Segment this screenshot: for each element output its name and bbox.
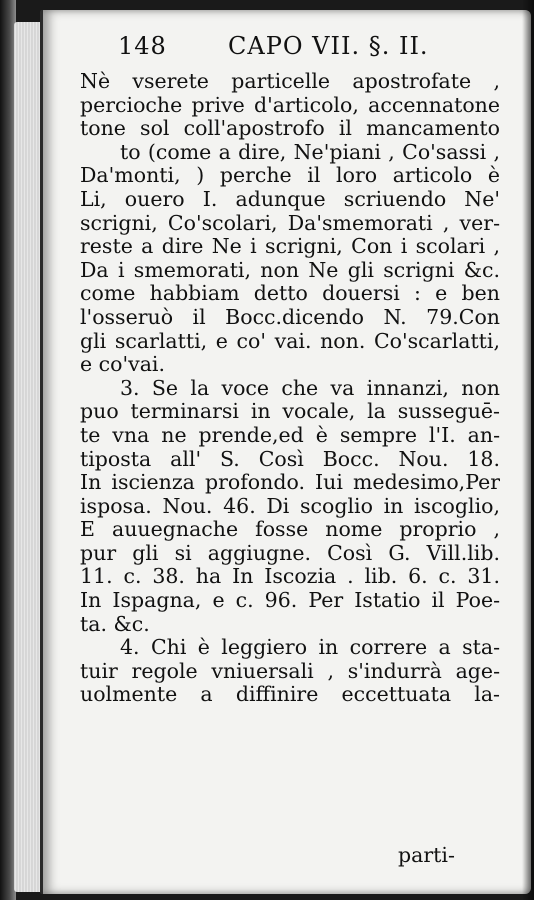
text-line: l'osseruò il Bocc.dicendo N. 79.Con [80,305,500,329]
text-line: isposa. Nou. 46. Di scoglio in iscoglio, [80,494,500,518]
text-line: Da i smemorati, non Ne gli scrigni &c. [80,258,500,282]
text-line: 11. c. 38. ha In Iscozia . lib. 6. c. 31. [80,565,500,589]
text-line: tuir regole vniuersali , s'indurrà age- [80,659,500,683]
text-line: gli scarlatti, e co' vai. non. Co'scarlatti, [80,329,500,353]
text-line: to (come a dire, Ne'piani , Co'sassi , [120,140,500,164]
text-line: percioche prive d'articolo, accennatone [80,93,500,117]
paragraph-start: 4. Chi è leggiero in correre a sta- [120,636,500,660]
text-line: tone sol coll'apostrofo il mancamento [80,117,500,141]
catchword: parti- [398,843,455,867]
text-line: Da'monti, ) perche il loro articolo è [80,164,500,188]
text-line: te vna ne prende,ed è sempre l'I. an- [80,423,500,447]
text-line: e co'vai. [80,353,165,377]
page-edge-shadow [522,0,534,900]
text-line: tiposta all' S. Così Bocc. Nou. 18. [80,447,500,471]
text-line: ta. &c. [80,612,150,636]
text-line: In iscienza profondo. Iui medesimo,Per [80,471,500,495]
text-line: reste a dire Ne i scrigni, Con i scolari , [80,235,500,259]
text-line: come habbiam detto douersi : e ben [80,282,500,306]
text-line: E auuegnache fosse nome proprio , [80,518,500,542]
body-text [80,70,500,707]
paragraph-start: 3. Se la voce che va innanzi, non [120,376,500,400]
text-line: puo terminarsi in vocale, la susseguē- [80,400,500,424]
text-line: pur gli si aggiugne. Così G. Vill.lib. [80,541,500,565]
page-header [78,32,508,68]
text-line: Nè vserete particelle apostrofate , [80,70,500,93]
text-line: uolmente a diffinire eccettuata la- [80,683,500,707]
text-line: In Ispagna, e c. 96. Per Istatio il Poe- [80,589,500,613]
text-line: scrigni, Co'scolari, Da'smemorati , ver- [80,211,500,235]
running-head: CAPO VII. §. II. [228,32,429,60]
page-number: 148 [118,32,167,60]
text-line: Li, ouero I. adunque scriuendo Ne' [80,187,500,211]
